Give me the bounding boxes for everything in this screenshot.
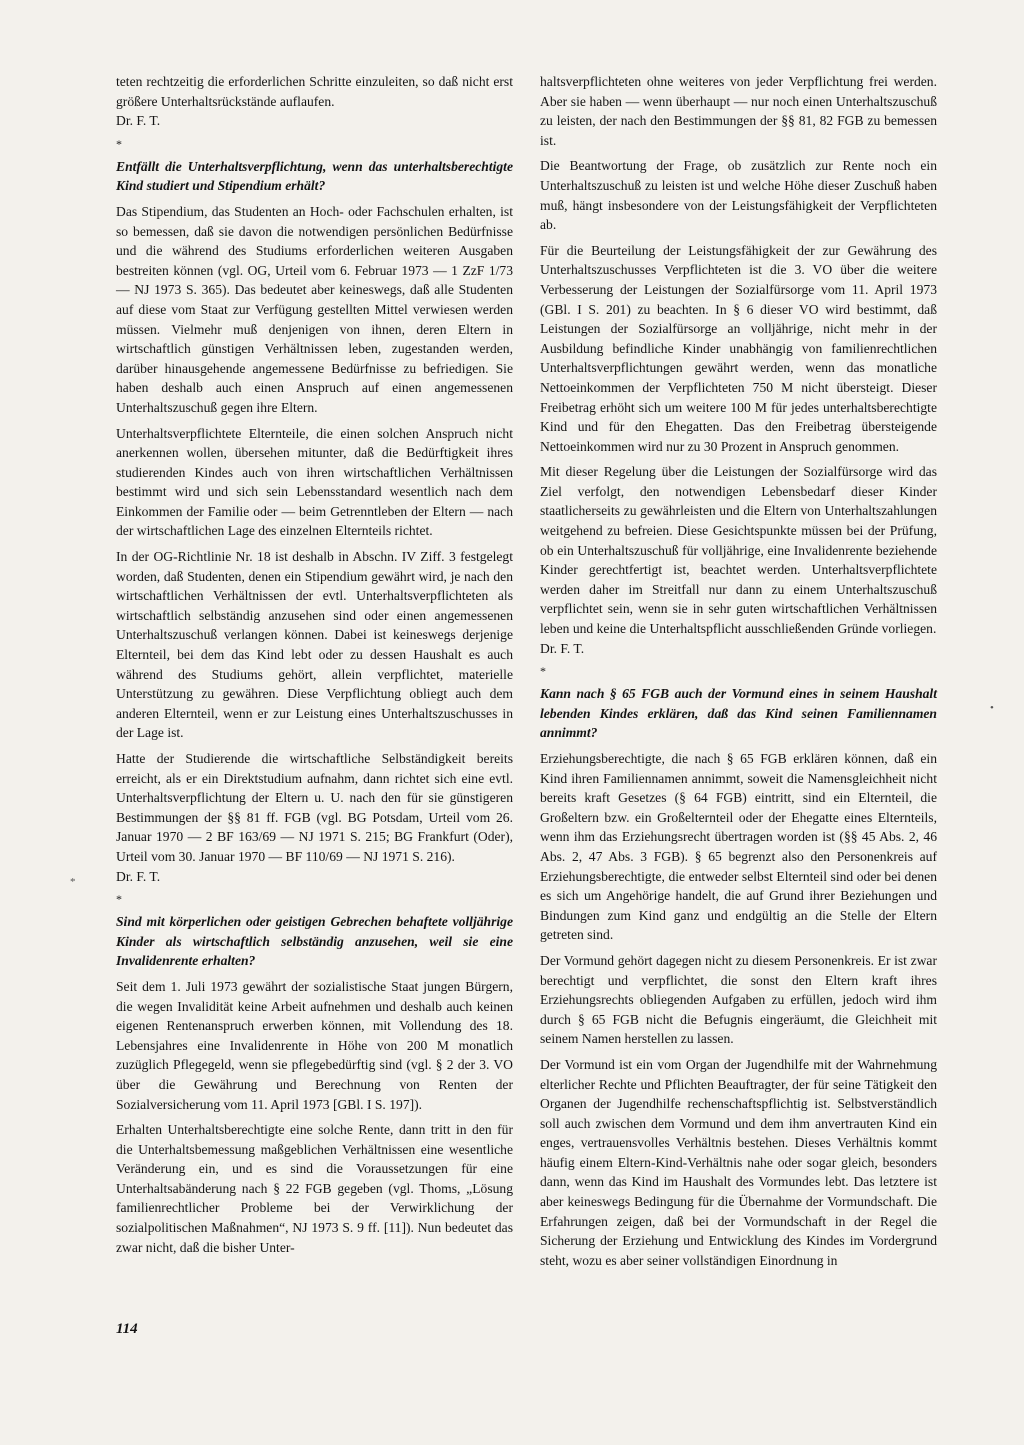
body-paragraph: haltsverpflichteten ohne weiteres von jeder Verpflichtung frei werden. Aber sie haben — wenn überhaupt — nur noch einen Unterhaltszuschuß zu leisten, der nach den Bestimmungen der §§ 81, 82 FGB zu bemessen ist. [540, 74, 937, 148]
author-signature: Dr. F. T. [540, 640, 585, 656]
author-signature: Dr. F. T. [116, 868, 161, 884]
right-column [540, 72, 937, 1270]
body-paragraph: Der Vormund gehört dagegen nicht zu diesem Personenkreis. Er ist zwar berechtigt und verpflichtet, die sonst den Eltern kraft ihres Erziehungsrechts obliegenden Aufgaben zu erfüllen, jedoch wird ihm durch § 65 FGB nicht die Befugnis eingeräumt, die Gleichheit mit seinem Namen herstellen zu lassen. [540, 952, 937, 1047]
section-separator: * [116, 136, 122, 151]
body-paragraph: Mit dieser Regelung über die Leistungen der Sozialfürsorge wird das Ziel verfolgt, den notwendigen Lebensbedarf dieser Kinder staatlicherseits zu gewährleisten und die Eltern von Unterhaltszahlungen weitgehend zu befreien. Diese Gesichtspunkte müssen bei der Prüfung, ob ein Unterhaltszuschuß für volljährige, eine Invalidenrente beziehende Kinder gerechtfertigt ist, beachtet werden. Unterhaltsverpflichtete werden daher im Streitfall nur dann zu einem Unterhaltszuschuß verpflichtet sein, wenn sie in sehr guten wirtschaftlichen Verhältnissen leben und keine die Unterhaltspflicht ausschließenden Gründe vorliegen. [540, 464, 937, 637]
section-separator: * [116, 892, 122, 907]
body-paragraph: In der OG-Richtlinie Nr. 18 ist deshalb in Abschn. IV Ziff. 3 festgelegt worden, daß Studenten, denen ein Stipendium gewährt wird, je nach den wirtschaftlichen Verhältnissen der evtl. Unterhaltsverpflichteten als wirtschaftlich selbständig anzusehen sind oder einen angemessenen Unterhaltszuschuß verlangen können. Dabei ist keineswegs derjenige Elternteil, bei dem das Kind lebt oder zu dessen Haushalt es auch während des Studiums gehört, allein verpflichtet, materielle Unterstützung zu gewähren. Diese Verpflichtung obliegt auch dem anderen Elternteil, wenn er zur Leistung eines Unterhaltszuschusses in der Lage ist. [116, 549, 513, 741]
margin-mark-left: * [70, 876, 76, 888]
author-signature: Dr. F. T. [116, 113, 161, 129]
body-paragraph: Der Vormund ist ein vom Organ der Jugendhilfe mit der Wahrnehmung elterlicher Rechte und Pflichten Beauftragter, der für seine Tätigkeit den Organen der Jugendhilfe rechenschaftspflichtig ist. Selbstverständlich soll auch zwischen dem Vormund und dem ihm anvertrauten Kind ein enges, vertrauensvolles Verhältnis bestehen. Dieses Verhältnis kommt häufig einem Eltern-Kind-Verhältnis nahe oder sogar gleich, besonders dann, wenn das Kind im Haushalt des Vormundes lebt. Das letztere ist aber keineswegs Bedingung für die Übernahme der Vormundschaft. Die Erfahrungen zeigen, daß bei der Vormundschaft in der Regel die Sicherung der Erziehung und Entwicklung des Kindes im Vordergrund steht, wozu es aber seiner vollständigen Einordnung in [540, 1056, 937, 1268]
body-paragraph: teten rechtzeitig die erforderlichen Schritte einzuleiten, so daß nicht erst größere Unterhaltsrückstände auflaufen. [116, 74, 513, 109]
question-heading: Entfällt die Unterhaltsverpflichtung, wenn das unterhaltsberechtigte Kind studiert und Stipendium erhält? [116, 158, 513, 194]
body-paragraph: Hatte der Studierende die wirtschaftliche Selbständigkeit bereits erreicht, als er ein Direktstudium aufnahm, dann richtet sich eine evtl. Unterhaltsverpflichtung der Eltern u. U. nach den für sie günstigeren Bestimmungen der §§ 81 ff. FGB (vgl. BG Potsdam, Urteil vom 26. Januar 1970 — 2 BF 163/69 — NJ 1971 S. 215; BG Frankfurt (Oder), Urteil vom 30. Januar 1970 — BF 110/69 — NJ 1971 S. 216). [116, 751, 513, 864]
body-paragraph: Erhalten Unterhaltsberechtigte eine solche Rente, dann tritt in den für die Unterhaltsbemessung maßgeblichen Verhältnissen eine wesentliche Veränderung ein, und es sind die Voraussetzungen für eine Unterhaltsabänderung nach § 22 FGB gegeben (vgl. Thoms, „Lösung familienrechtlicher Probleme bei der Verwirklichung der sozialpolitischen Maßnahmen“, NJ 1973 S. 9 ff. [11]). Nun bedeutet das zwar nicht, daß die bisher Unter- [116, 1122, 513, 1255]
body-paragraph: Unterhaltsverpflichtete Elternteile, die einen solchen Anspruch nicht anerkennen wollen, übersehen mitunter, daß die Bedürftigkeit ihres studierenden Kindes auch von ihren wirtschaftlichen Verhältnissen bestimmt wird und sich sein Lebensstandard wesentlich nach dem Einkommen der Familie oder — beim Getrenntleben der Eltern — nach der wirtschaftlichen Lage des einzelnen Elternteils richtet. [116, 425, 513, 539]
margin-mark-right: • [990, 702, 994, 714]
body-paragraph: Für die Beurteilung der Leistungsfähigkeit der zur Gewährung des Unterhaltszuschusses Verpflichteten ist die 3. VO über die weitere Verbesserung der Leistungen der Sozialfürsorge vom 11. April 1973 (GBl. I S. 201) zu beachten. In § 6 dieser VO wird bestimmt, daß Leistungen der Sozialfürsorge an volljährige, nicht mehr in der Ausbildung befindliche Kinder unabhängig von familienrechtlichen Unterhaltsverpflichtungen gewährt werden, wenn das monatliche Nettoeinkommen der Verpflichteten 750 M nicht übersteigt. Dieser Freibetrag erhöht sich um weitere 100 M für jedes unterhaltsberechtigte Kind und für den Ehegatten. Das den Freibetrag übersteigende Nettoeinkommen wird nur zu 30 Prozent in Anspruch genommen. [540, 242, 937, 454]
page-number: 114 [116, 1321, 138, 1337]
body-paragraph: Seit dem 1. Juli 1973 gewährt der sozialistische Staat jungen Bürgern, die wegen Invalidität keine Arbeit aufnehmen und deshalb auch keinen eigenen Rentenanspruch erwerben können, mit Vollendung des 18. Lebensjahres eine Invalidenrente in Höhe von 200 M monatlich zuzüglich Pflegegeld, wenn sie pflegebedürftig sind (vgl. § 2 der 3. VO über die Gewährung und Berechnung von Renten der Sozialversicherung vom 11. April 1973 [GBl. I S. 197]). [116, 978, 513, 1112]
question-heading: Kann nach § 65 FGB auch der Vormund eines in seinem Haushalt lebenden Kindes erklären, daß das Kind seinen Familiennamen annimmt? [540, 686, 937, 741]
question-heading: Sind mit körperlichen oder geistigen Gebrechen behaftete volljährige Kinder als wirtschaftlich selbständig anzusehen, weil sie eine Invalidenrente erhalten? [116, 914, 513, 969]
body-paragraph: Erziehungsberechtigte, die nach § 65 FGB erklären können, daß ein Kind ihren Familiennamen annimmt, soweit die Namensgleichheit nicht bereits kraft Gesetzes (§ 64 FGB) eintritt, sind ein Elternteil, die Großeltern bzw. ein Großelternteil oder der Ehegatte eines Elternteils, wenn ihm das Erziehungsrecht übertragen worden ist (§§ 45 Abs. 2, 46 Abs. 2, 47 Abs. 3 FGB). § 65 begrenzt also den Personenkreis auf Erziehungsberechtigte, die entweder selbst Elternteil sind oder bei denen es sich um Angehörige handelt, die auf Grund ihrer Beziehungen und Bindungen zum Kind ganz und endgültig an die Stelle der Eltern getreten sind. [540, 751, 937, 943]
body-paragraph: Die Beantwortung der Frage, ob zusätzlich zur Rente noch ein Unterhaltszuschuß zu leisten ist und welche Höhe dieser Zuschuß haben muß, hängt insbesondere von der Leistungsfähigkeit der Verpflichteten ab. [540, 158, 937, 233]
body-paragraph: Das Stipendium, das Studenten an Hoch- oder Fachschulen erhalten, ist so bemessen, daß sie davon die notwendigen persönlichen Bedürfnisse und die während des Studiums erforderlichen weiteren Ausgaben bestreiten können (vgl. OG, Urteil vom 6. Februar 1973 — 1 ZzF 1/73 — NJ 1973 S. 365). Das bedeutet aber keineswegs, daß alle Studenten auf diese vom Staat zur Verfügung gestellten Mittel verwiesen werden müssen. Vielmehr muß denjenigen von ihnen, deren Eltern in wirtschaftlich günstigen Verhältnissen leben, zugestanden werden, darüber hinausgehende angemessene Bedürfnisse zu befriedigen. Sie haben deshalb auch einen Anspruch auf einen angemessenen Unterhaltszuschuß gegen ihre Eltern. [116, 203, 513, 415]
section-separator: * [540, 664, 546, 679]
left-column [116, 72, 513, 1257]
